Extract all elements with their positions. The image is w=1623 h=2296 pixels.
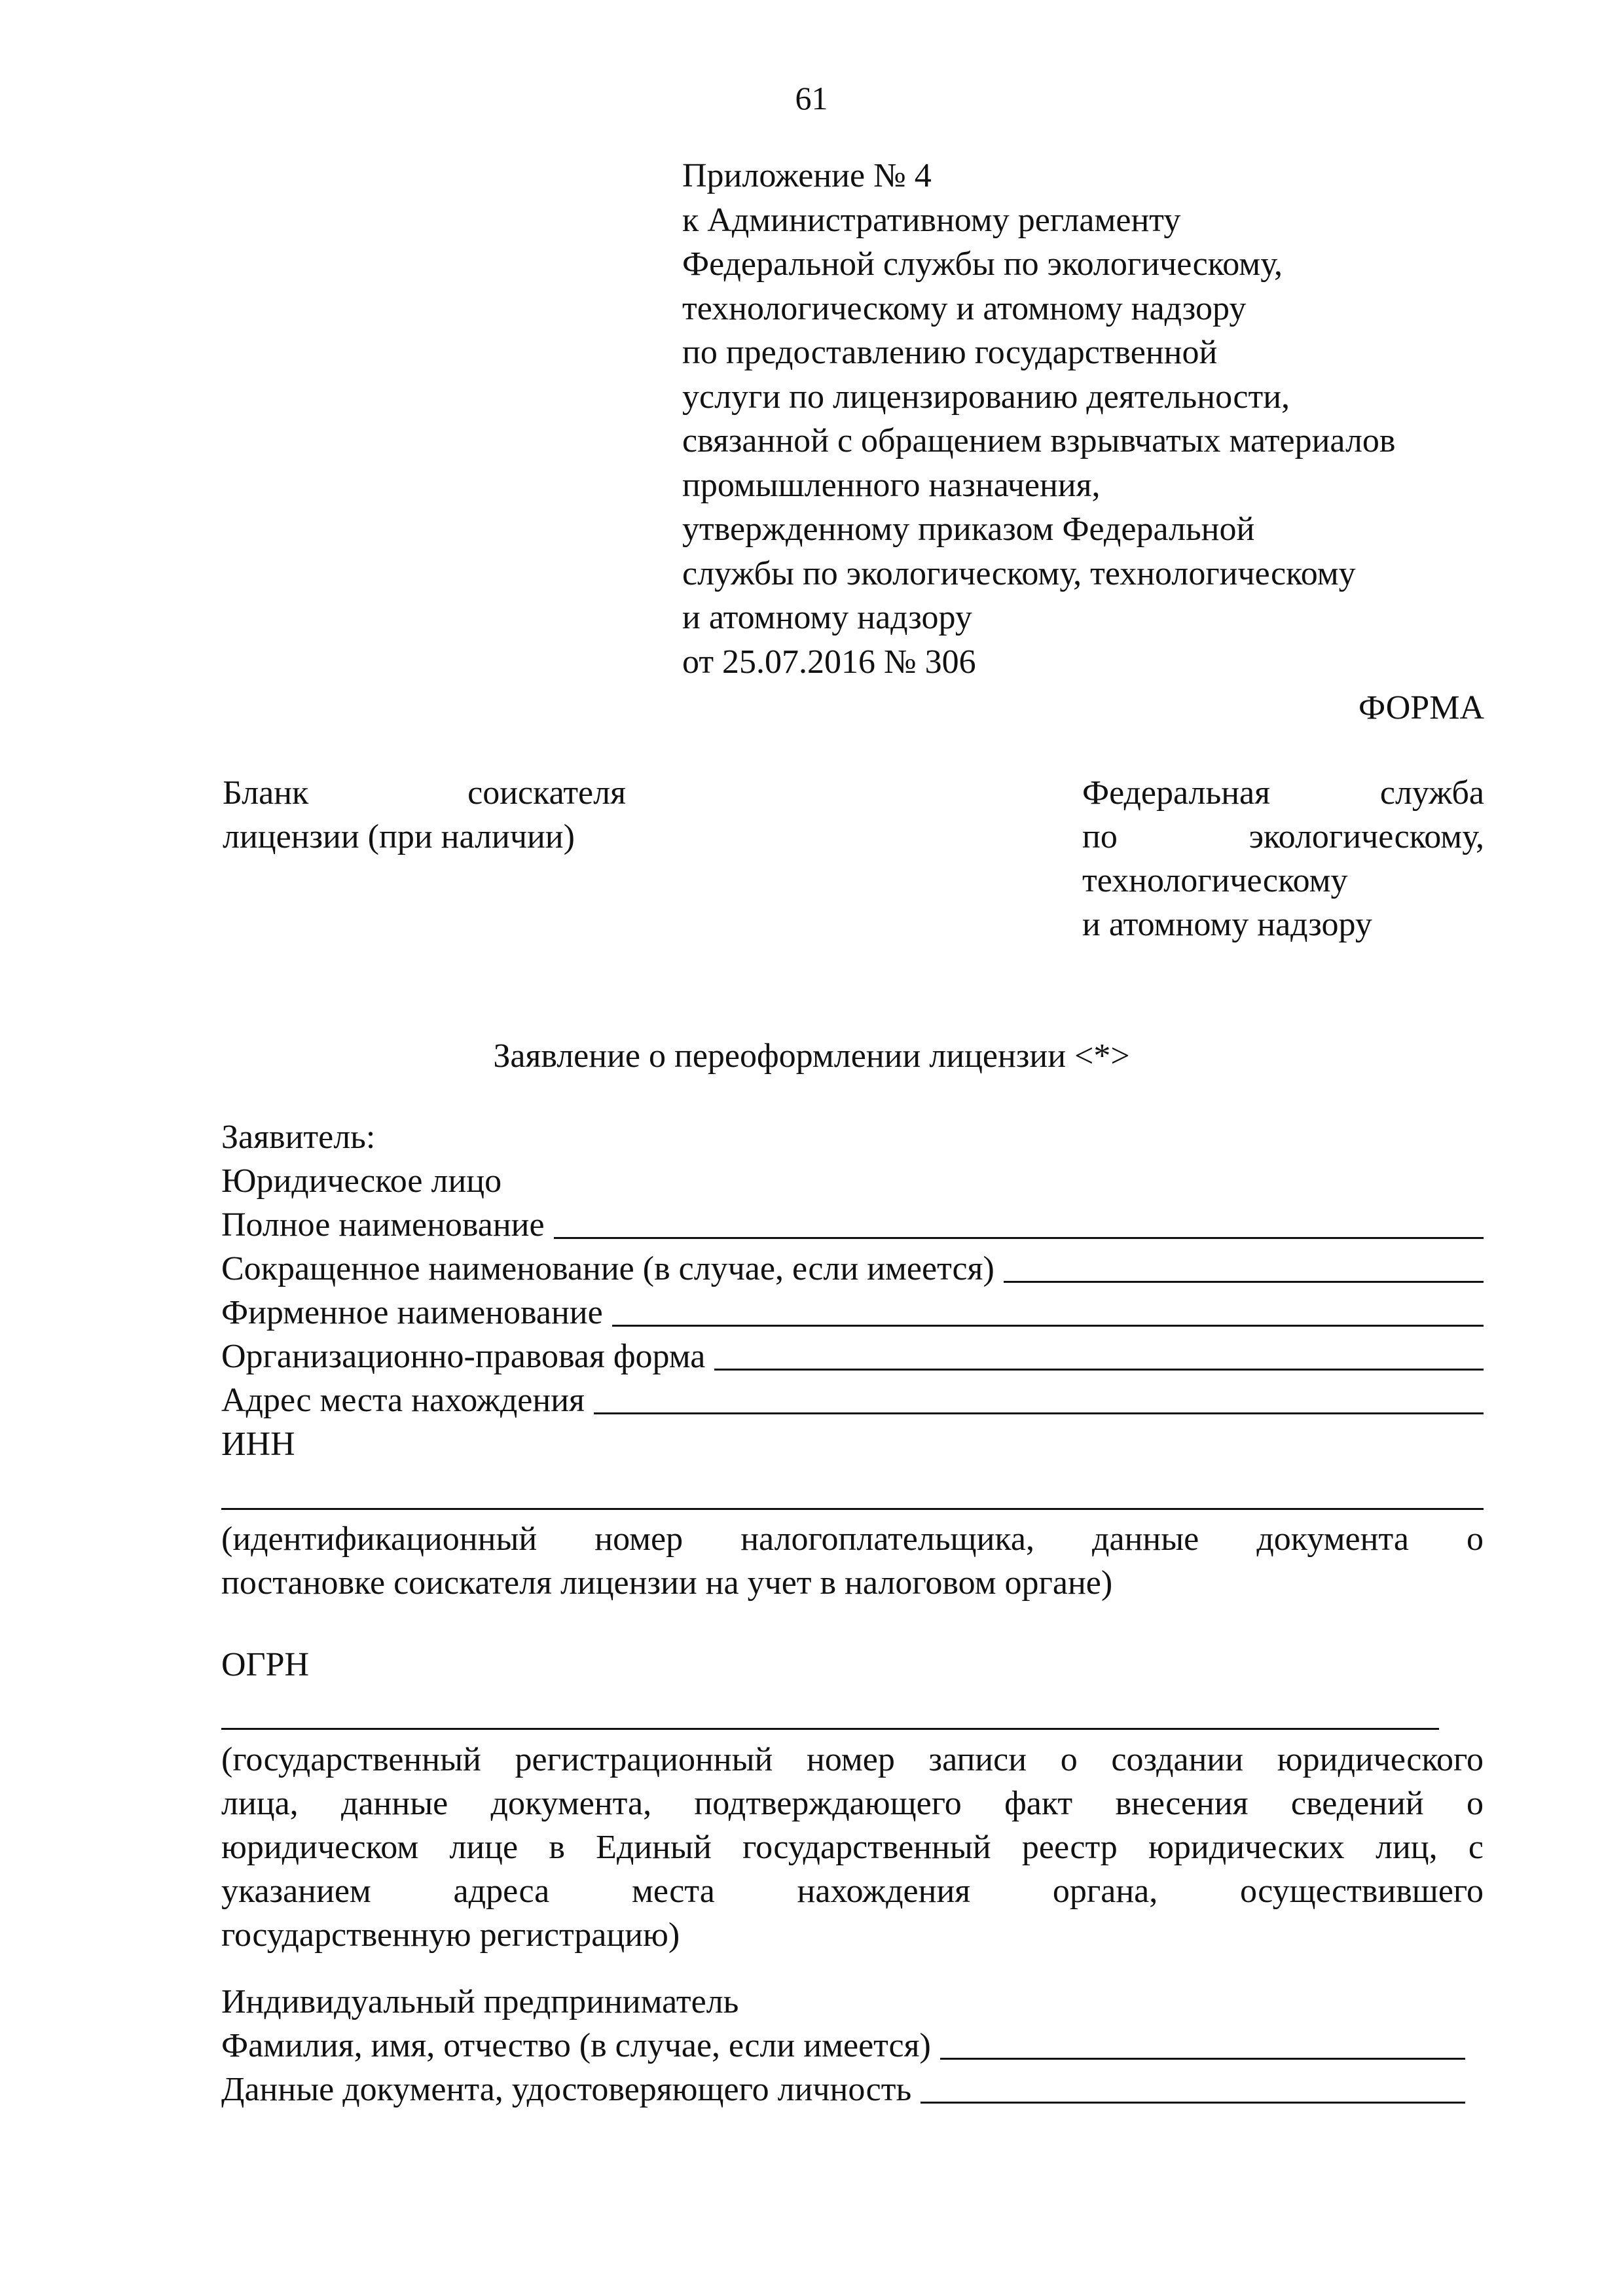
addressee-line: и атомному надзору [1082, 906, 1372, 943]
inn-note-line: постановке соискателя лицензии на учет в налоговом органе) [221, 1564, 1113, 1602]
inn-note-word: (идентификационный [221, 1520, 538, 1558]
ogrn-note-word: указанием [221, 1873, 371, 1910]
field-label: Фамилия, имя, отчество (в случае, если имеется) [221, 2027, 931, 2064]
ogrn-fill-line[interactable] [221, 1728, 1439, 1730]
field-label: Фирменное наименование [221, 1294, 603, 1331]
inn-note-word: номер [594, 1520, 684, 1558]
annex-line: к Административному регламенту [682, 201, 1181, 239]
field-label: Сокращенное наименование (в случае, если имеется) [221, 1250, 994, 1287]
annex-line: Приложение № 4 [682, 157, 932, 194]
ogrn-note-line: лица, данные документа, подтверждающего факт внесения сведений о [221, 1785, 1484, 1822]
fill-line[interactable] [594, 1412, 1484, 1414]
annex-line: связанной с обращением взрывчатых материалов [682, 422, 1396, 459]
full-name-field[interactable] [221, 1203, 1484, 1247]
annex-line: по предоставлению государственной [682, 334, 1218, 371]
ogrn-label: ОГРН [221, 1646, 310, 1683]
short-name-field[interactable] [221, 1247, 1484, 1291]
field-label: Данные документа, удостоверяющего личность [221, 2071, 912, 2108]
legal-form-field[interactable] [221, 1335, 1484, 1378]
fill-line[interactable] [714, 1369, 1484, 1371]
fill-line[interactable] [1004, 1281, 1484, 1283]
fill-line[interactable] [921, 2102, 1465, 2104]
address-field[interactable] [221, 1378, 1484, 1422]
addressee-line: технологическому [1082, 862, 1348, 899]
field-label: Адрес места нахождения [221, 1382, 585, 1419]
full-name-person-field[interactable] [221, 2024, 1465, 2068]
form-label: ФОРМА [1359, 689, 1484, 726]
identity-document-field[interactable] [221, 2068, 1465, 2111]
annex-line: утвержденному приказом Федеральной [682, 511, 1255, 548]
field-label: Полное наименование [221, 1206, 545, 1244]
individual-section [221, 1980, 1465, 2111]
inn-note-word: данные [1092, 1520, 1199, 1558]
ogrn-note-word: органа, [1052, 1873, 1158, 1910]
ogrn-note-line: юридическом лице в Единый государственный реестр юридических лиц, с [221, 1829, 1484, 1866]
inn-note-word: документа [1256, 1520, 1409, 1558]
inn-note-word: налогоплательщика, [740, 1520, 1034, 1558]
document-title: Заявление о переоформлении лицензии <*> [493, 1037, 1130, 1075]
blank-word: Бланк [223, 774, 309, 812]
addressee-word: экологическому, [1249, 818, 1484, 855]
applicant-heading: Заявитель: [221, 1119, 376, 1156]
inn-label: ИНН [221, 1426, 295, 1463]
addressee-word: по [1082, 818, 1118, 855]
addressee-block [1082, 771, 1484, 946]
ogrn-note-word: осуществившего [1239, 1873, 1484, 1910]
ogrn-note [221, 1738, 1484, 1957]
brand-name-field[interactable] [221, 1291, 1484, 1335]
annex-line: технологическому и атомному надзору [682, 289, 1247, 327]
annex-header [682, 154, 1533, 684]
ogrn-note-word: места [631, 1873, 715, 1910]
ogrn-note-word: нахождения [797, 1873, 971, 1910]
annex-line: Федеральной службы по экологическому, [682, 245, 1283, 283]
applicant-blank-note [223, 771, 626, 859]
license-if-any: лицензии (при наличии) [223, 818, 575, 855]
fill-line[interactable] [612, 1325, 1484, 1327]
ogrn-note-word: адреса [453, 1873, 550, 1910]
field-label: Организационно-правовая форма [221, 1338, 706, 1375]
addressee-word: Федеральная [1082, 774, 1271, 812]
annex-line: от 25.07.2016 № 306 [682, 643, 976, 681]
inn-fill-line[interactable] [221, 1508, 1484, 1510]
fill-line[interactable] [940, 2058, 1465, 2060]
annex-line: промышленного назначения, [682, 466, 1101, 504]
ogrn-note-line: государственную регистрацию) [221, 1916, 680, 1954]
individual-heading: Индивидуальный предприниматель [221, 1983, 739, 2020]
annex-line: услуги по лицензированию деятельности, [682, 378, 1290, 416]
inn-note [221, 1517, 1484, 1605]
fill-line[interactable] [554, 1237, 1484, 1239]
ogrn-note-line: (государственный регистрационный номер записи о создании юридического [221, 1741, 1484, 1778]
annex-line: службы по экологическому, технологическому [682, 554, 1356, 592]
legal-entity-heading: Юридическое лицо [221, 1162, 502, 1200]
legal-entity-section [221, 1115, 1484, 1466]
page-number: 61 [795, 80, 828, 117]
annex-line: и атомному надзору [682, 599, 972, 636]
addressee-word: служба [1379, 774, 1484, 812]
applicant-word: соискателя [467, 774, 626, 812]
inn-note-word: о [1466, 1520, 1484, 1558]
